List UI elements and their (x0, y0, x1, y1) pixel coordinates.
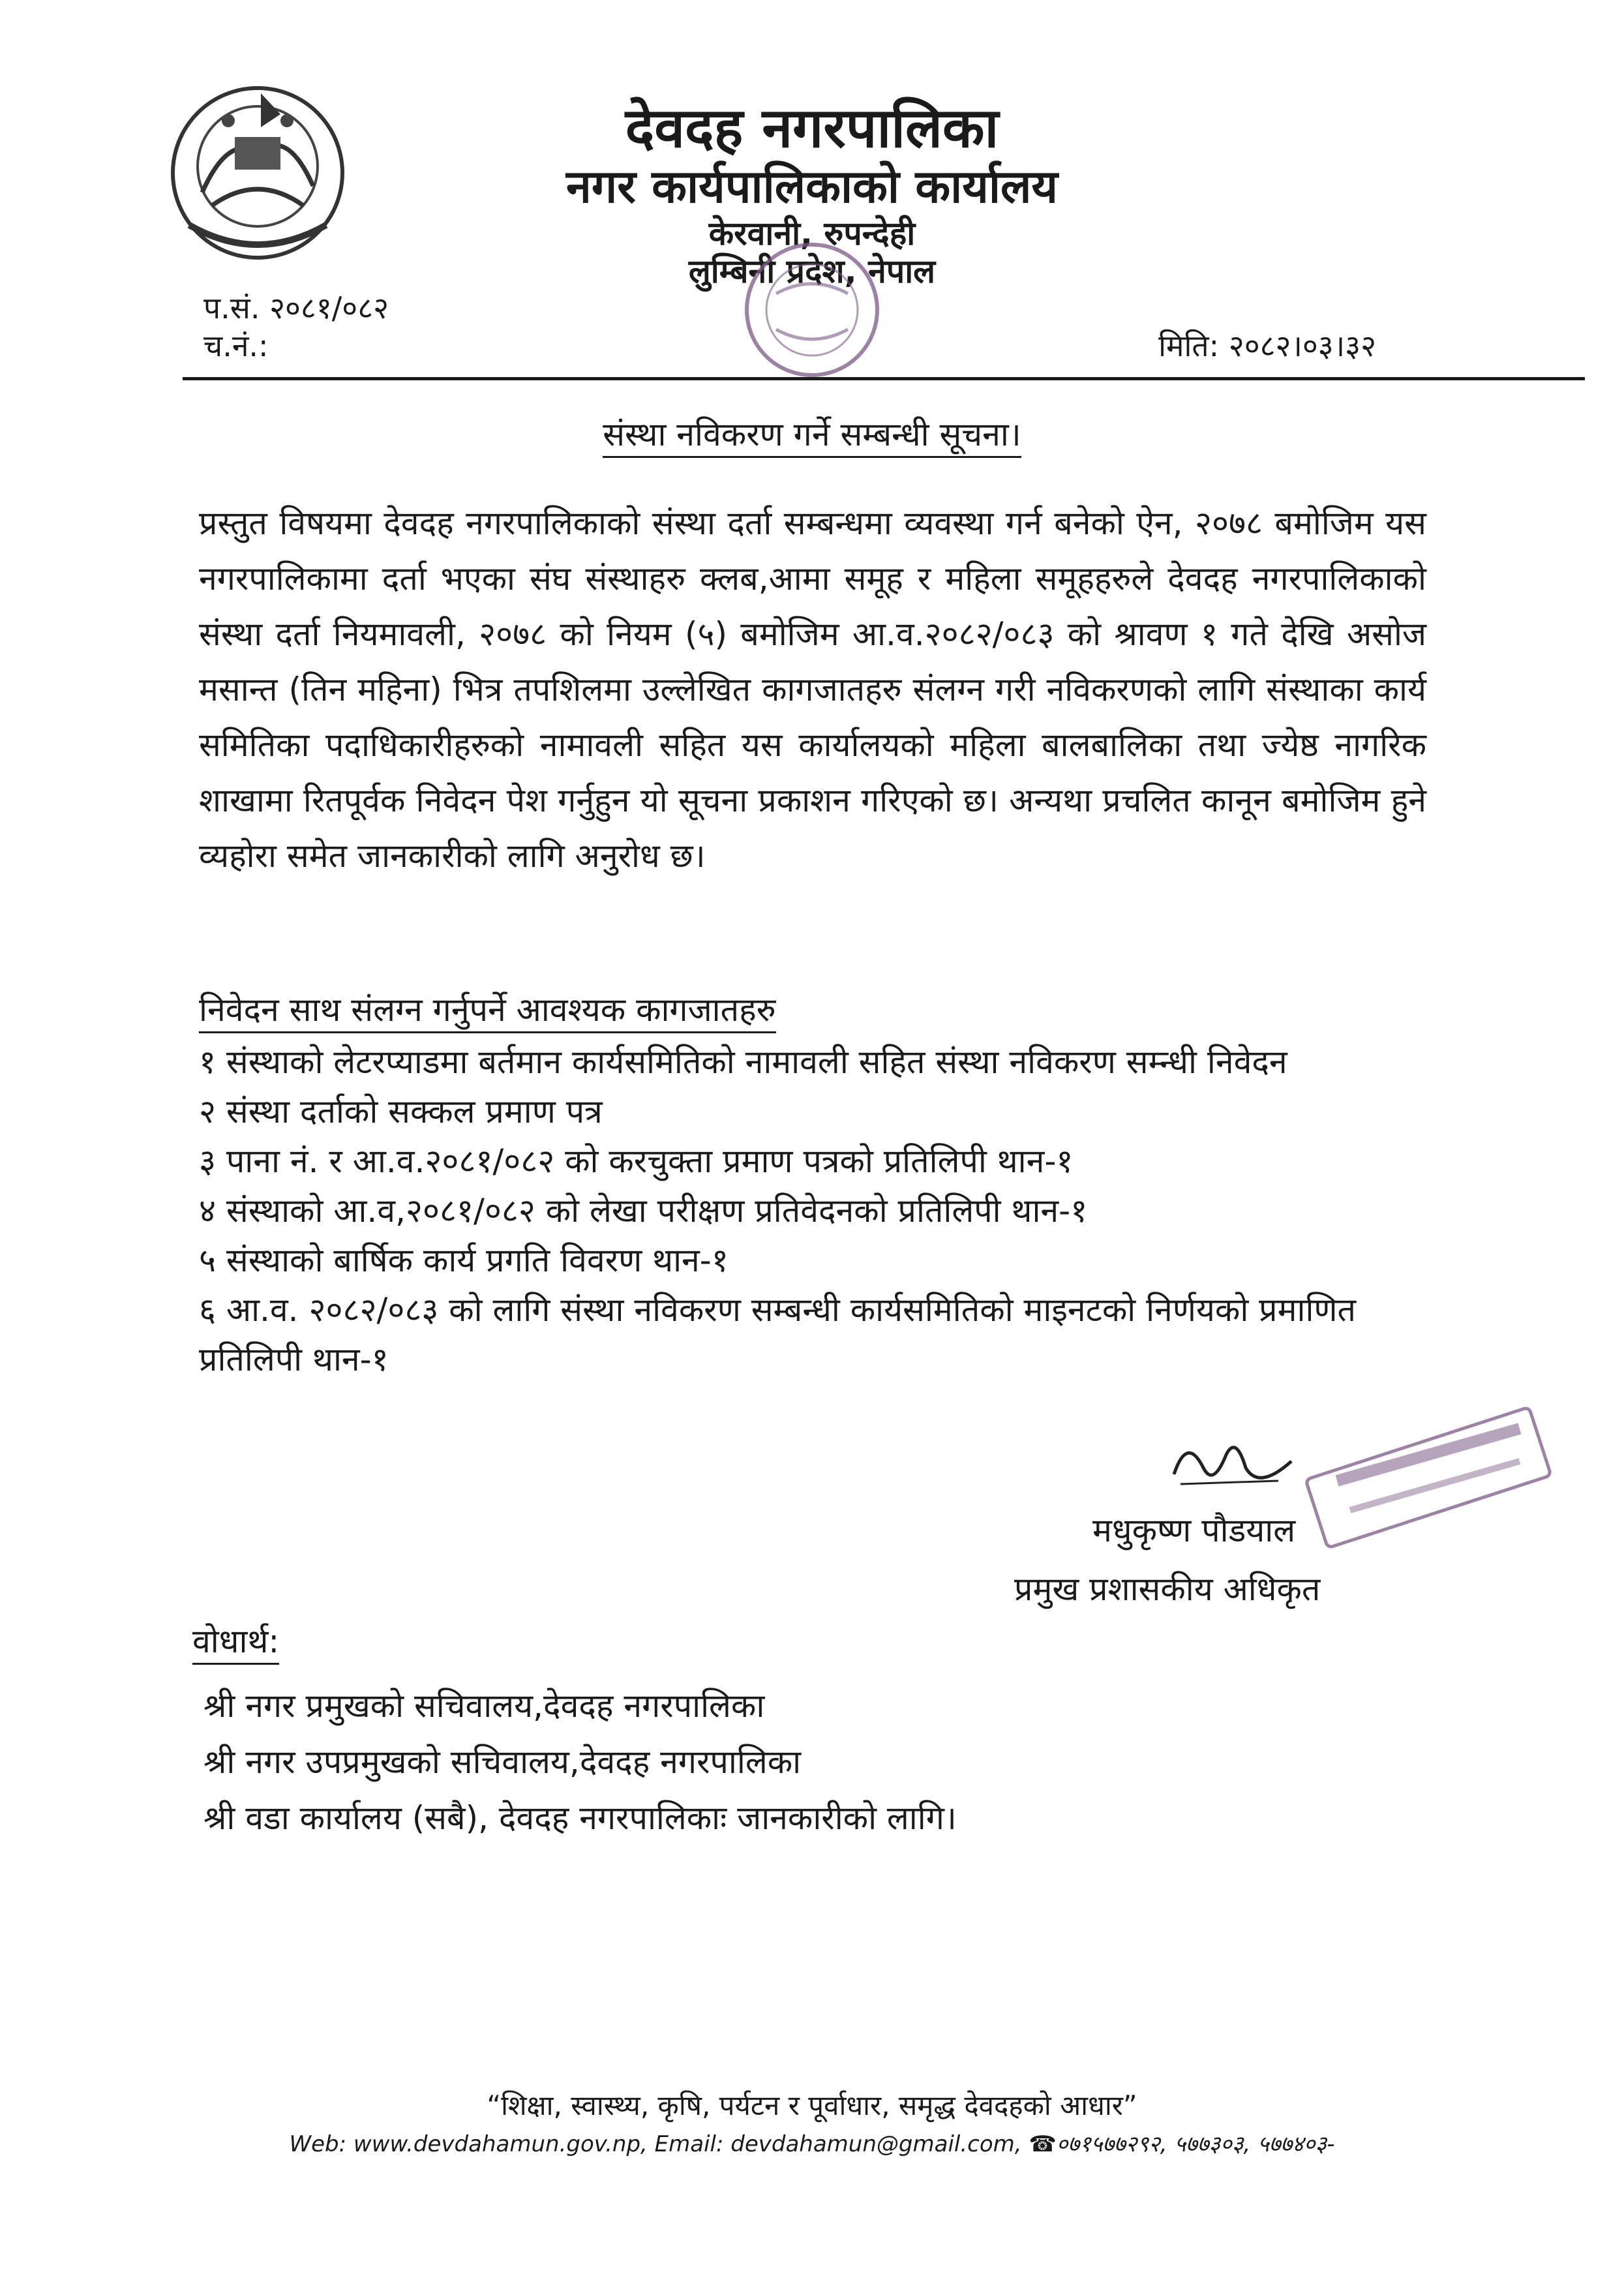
list-item: १ संस्थाको लेटरप्याडमा बर्तमान कार्यसमितिको नामावली सहित संस्था नविकरण सम्न्धी निवेदन (199, 1043, 1287, 1081)
list-item: ५ संस्थाको बार्षिक कार्य प्रगति विवरण थान-१ (199, 1241, 729, 1279)
subject-line (0, 411, 1624, 455)
organization-name: देवदह नगरपालिका (625, 96, 999, 160)
documents-list (199, 1037, 1426, 1384)
office-seal-stamp-icon (704, 235, 920, 385)
name-stamp-icon (1291, 1403, 1565, 1553)
list-item: श्री नगर प्रमुखको सचिवालय,देवदह नगरपालिका (203, 1687, 765, 1725)
list-item: ६ आ.व. २०८२/०८३ को लागि संस्था नविकरण सम्बन्धी कार्यसमितिको माइनटको निर्णयको प्रमाणित प्रतिलिपी थान-१ (199, 1291, 1357, 1378)
reference-number: प.सं. २०८१/०८२ (203, 290, 389, 326)
cc-heading-text: वोधार्थ: (192, 1622, 279, 1665)
list-item: ४ संस्थाको आ.व,२०८१/०८२ को लेखा परीक्षण प्रतिवेदनको प्रतिलिपी थान-१ (199, 1192, 1088, 1230)
subject-text: संस्था नविकरण गर्ने सम्बन्धी सूचना। (603, 416, 1021, 458)
office-name: नगर कार्यपालिकाको कार्यालय (565, 160, 1059, 213)
list-item: ३ पाना नं. र आ.व.२०८१/०८२ को करचुक्ता प्रमाण पत्रको प्रतिलिपी थान-१ (199, 1142, 1074, 1180)
address-line-1: केरवानी, रुपन्देही (708, 215, 916, 252)
address-line-2: लुम्बिनी प्रदेश, नेपाल (688, 252, 936, 290)
notice-body: प्रस्तुत विषयमा देवदह नगरपालिकाको संस्था दर्ता सम्बन्धमा व्यवस्था गर्न बनेको ऐन, २०७८ बमोजिम यस नगरपालिकामा दर्ता भएका संघ संस्थाहरु क्लब,आमा समूह र महिला समूहहरुले देवदह नगरपालिकाको संस्था दर्ता नियमावली, २०७८ को नियम (५) बमोजिम आ.व.२०८२/०८३ को श्रावण १ गते देखि असोज मसान्त (तिन महिना) भित्र तपशिलमा उल्लेखित कागजातहरु संलग्न गरी नविकरणको लागि संस्थाका कार्य समितिका पदाधिकारीहरुको नामावली सहित यस कार्यालयको महिला बालबालिका तथा ज्येष्ठ नागरिक शाखामा रितपूर्वक निवेदन पेश गर्नुहुन यो सूचना प्रकाशन गरिएको छ। अन्यथा प्रचलित कानून बमोजिम हुने व्यहोरा समेत जानकारीको लागि अनुरोध छ। (199, 504, 1426, 875)
dispatch-number: च.नं.: (203, 328, 269, 363)
list-item: श्री वडा कार्यालय (सबै), देवदह नगरपालिकाः जानकारीको लागि। (203, 1799, 957, 1837)
documents-heading (199, 986, 776, 1031)
signatory-name: मधुकृष्ण पौडयाल (1092, 1511, 1296, 1549)
footer-slogan: “शिक्षा, स्वास्थ्य, कृषि, पर्यटन र पूर्वाधार, समृद्ध देवदहको आधार” (487, 2089, 1137, 2121)
cc-heading (192, 1618, 279, 1662)
footer-contact: Web: www.devdahamun.gov.np, Email: devdahamun@gmail.com, ☎०७१५७७२९२, ५७७३०३, ५७७४०३- (289, 2131, 1335, 2157)
list-item: २ संस्था दर्ताको सक्कल प्रमाण पत्र (199, 1093, 603, 1130)
documents-heading-text: निवेदन साथ संलग्न गर्नुपर्ने आवश्यक कागजातहरु (199, 991, 776, 1033)
letter-date: मिति: २०८२।०३।३२ (1158, 328, 1376, 363)
cc-list (203, 1678, 957, 1846)
signature-icon (1167, 1429, 1298, 1500)
list-item: श्री नगर उपप्रमुखको सचिवालय,देवदह नगरपालिका (203, 1743, 802, 1781)
signatory-title: प्रमुख प्रशासकीय अधिकृत (1014, 1570, 1321, 1608)
header-divider (183, 377, 1585, 380)
